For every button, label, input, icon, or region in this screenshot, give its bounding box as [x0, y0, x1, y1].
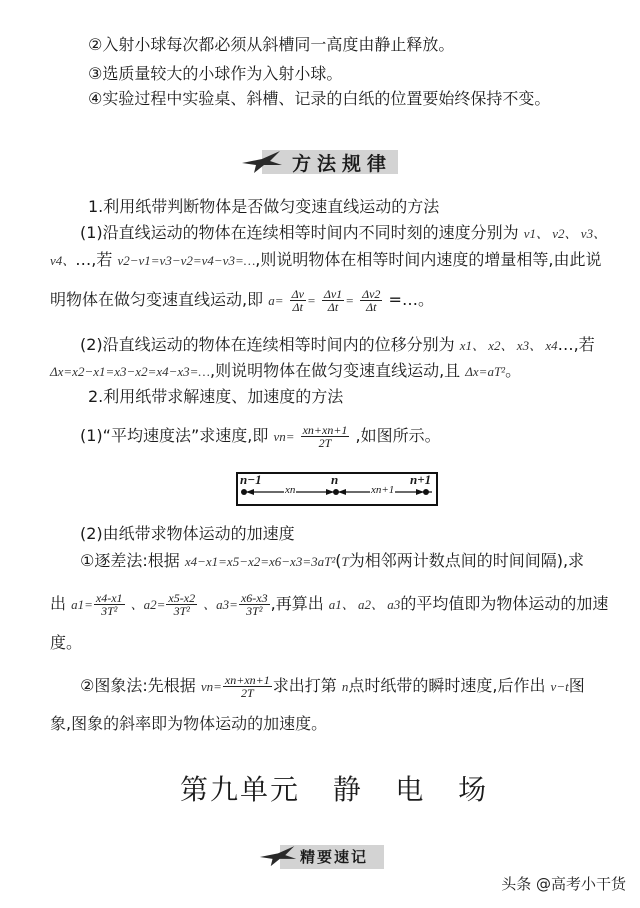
text: ①逐差法:根据	[80, 551, 180, 570]
tape-segment-2: xn+1	[371, 484, 395, 496]
paragraph-3	[80, 424, 640, 449]
text: …,若	[75, 250, 113, 269]
text: (1)沿直线运动的物体在连续相等时间内不同时刻的速度分别为	[80, 223, 519, 242]
paragraph-5	[80, 550, 640, 573]
note-item-2: ②入射小球每次都必须从斜槽同一高度由静止释放。	[88, 35, 455, 54]
tape-label-left: n−1	[240, 472, 262, 487]
fraction: $\frac{x5-x2}{\text{3T²}}$	[168, 591, 196, 618]
velocity-list: v1、 v2、 v3、	[523, 226, 607, 241]
period-symbol: T	[341, 554, 349, 569]
note-item-3: ③选质量较大的小球作为入射小球。	[88, 64, 343, 83]
text: ②图象法:先根据	[80, 676, 196, 695]
bird-icon	[240, 149, 284, 177]
text: 点时纸带的瞬时速度,后作出	[348, 676, 546, 695]
watermark: 头条 @高考小干货	[501, 875, 626, 893]
paragraph-4: (2)由纸带求物体运动的加速度	[80, 524, 295, 543]
accel-symbol: a=	[268, 293, 284, 308]
velocity-v4: v4、	[50, 253, 76, 268]
vn-symbol: vn=	[273, 429, 295, 444]
heading-2: 2.利用纸带求解速度、加速度的方法	[88, 387, 344, 406]
text: 出	[50, 594, 67, 613]
fraction: $\frac{\Delta v}{\Delta t}$	[291, 287, 304, 314]
text: 。	[505, 361, 522, 380]
bird-icon	[258, 844, 298, 870]
n-symbol: n	[341, 679, 349, 694]
vn-symbol: vn=	[200, 679, 222, 694]
accel-list: a1、 a2、 a3	[328, 597, 401, 612]
a1-symbol: a1=	[71, 597, 93, 612]
paragraph-1-line-1	[80, 222, 640, 245]
paragraph-2-line-1	[80, 334, 640, 357]
fraction: $\frac{\Delta v1}{\Delta t}$	[323, 287, 343, 314]
text: ,再算出	[270, 594, 324, 613]
text: 求出打第	[272, 676, 337, 695]
text: (	[335, 551, 342, 570]
text: =…。	[388, 290, 434, 309]
fraction: $\frac{xn+xn+1}{2T}$	[302, 423, 348, 450]
tape-segment-1: xn	[285, 484, 296, 496]
tape-diagram	[236, 472, 438, 506]
paragraph-2-line-2	[50, 360, 640, 383]
paragraph-1-line-2	[50, 249, 640, 272]
vt-symbol: v−t	[550, 679, 569, 694]
velocity-equation: v2−v1=v3−v2=v4−v3=…	[117, 253, 256, 268]
difference-equation: x4−x1=x5−x2=x6−x3=3aT²	[184, 554, 336, 569]
text: ,如图所示。	[355, 426, 441, 445]
text: 的平均值即为物体运动的加速	[400, 594, 609, 613]
notes-heading-banner	[0, 838, 640, 874]
paragraph-9: 象,图象的斜率即为物体运动的加速度。	[50, 714, 328, 733]
paragraph-1-line-3: 明物体在做匀变速直线运动,即 a= $\frac{\Delta v}{\Delta t}$ = $\frac{\Delta v1}{\Delta t}$ = $\frac{\Delta v2}{\Delta t}$ =…。	[50, 287, 434, 314]
fraction: $\frac{xn+xn+1}{2T}$	[224, 673, 270, 700]
fraction: $\frac{\Delta v2}{\Delta t}$	[362, 287, 381, 314]
text: (2)沿直线运动的物体在连续相等时间内的位移分别为	[80, 335, 455, 354]
notes-heading: 精要速记	[300, 848, 369, 866]
heading-1: 1.利用纸带判断物体是否做匀变速直线运动的方法	[88, 197, 440, 216]
text: …,若	[557, 335, 595, 354]
fraction: $\frac{x6-x3}{\text{3T²}}$	[240, 591, 268, 618]
note-item-4: ④实验过程中实验桌、斜槽、记录的白纸的位置要始终保持不变。	[88, 89, 551, 108]
text: ,则说明物体在做匀变速直线运动,且	[210, 361, 461, 380]
unit-title: 第九单元 静 电 场	[180, 773, 489, 806]
displacement-list: x1、 x2、 x3、 x4	[459, 338, 558, 353]
a2-symbol: 、a2=	[130, 597, 166, 612]
paragraph-6	[50, 592, 640, 617]
paragraph-7: 度。	[50, 633, 83, 652]
text: 为相邻两计数点间的时间间隔),求	[348, 551, 585, 570]
displacement-equation: Δx=x2−x1=x3−x2=x4−x3=…	[50, 364, 210, 379]
text: 图	[568, 676, 585, 695]
text: (1)“平均速度法”求速度,即	[80, 426, 269, 445]
method-heading-banner	[0, 143, 640, 179]
fraction: $\frac{x4-x1}{\text{3T²}}$	[95, 591, 123, 618]
paragraph-8	[80, 674, 640, 699]
tape-label-mid: n	[331, 472, 339, 487]
tape-label-right: n+1	[410, 472, 432, 487]
method-heading: 方法规律	[292, 153, 393, 175]
text: 明物体在做匀变速直线运动,即	[50, 290, 264, 309]
displacement-equation-2: Δx=aT²	[465, 364, 506, 379]
a3-symbol: 、a3=	[203, 597, 238, 612]
text: ,则说明物体在相等时间内速度的增量相等,由此说	[255, 250, 602, 269]
